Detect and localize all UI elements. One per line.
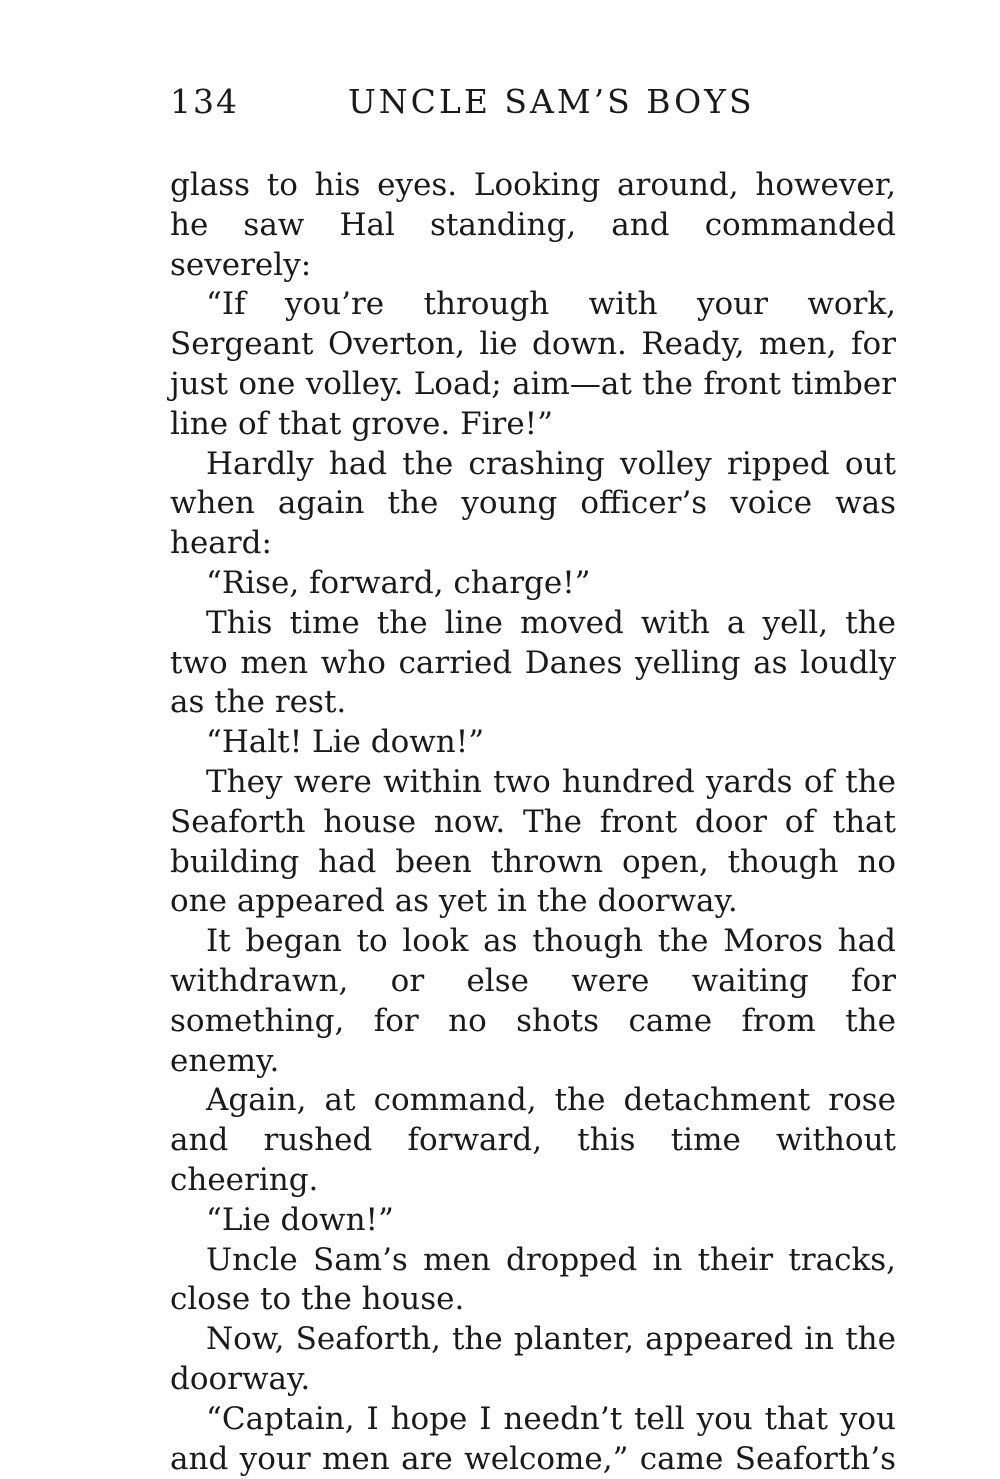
paragraph: “Rise, forward, charge!” [206, 564, 591, 601]
paragraph: Hardly had the crashing volley ripped out when again the young officer’s voice was heard: [170, 445, 896, 562]
page-number: 134 [170, 82, 239, 121]
paragraph: “Captain, I hope I needn’t tell you that you and your men are welcome,” came Seaforth’s [170, 1400, 896, 1477]
paragraph: glass to his eyes. Looking around, however, he saw Hal standing, and commanded severely: [170, 167, 896, 283]
paragraph: “Lie down!” [206, 1201, 394, 1238]
body-text [170, 166, 896, 1479]
paragraph: “If you’re through with your work, Sergeant Overton, lie down. Ready, men, for just one volley. Load; aim—at the front timber line of that grove. Fire!” [170, 286, 896, 442]
paragraph: It began to look as though the Moros had withdrawn, or else were waiting for something, for no shots came from the enemy. [170, 923, 896, 1079]
running-head [170, 82, 900, 126]
paragraph: “Halt! Lie down!” [206, 724, 485, 761]
paragraph: Now, Seaforth, the planter, appeared in the doorway. [170, 1321, 896, 1397]
paragraph: They were within two hundred yards of the Seaforth house now. The front door of that building had been thrown open, though no one appeared as yet in the doorway. [170, 763, 896, 920]
paragraph: Uncle Sam’s men dropped in their tracks, close to the house. [170, 1241, 896, 1318]
paragraph: This time the line moved with a yell, the two men who carried Danes yelling as loudly as the rest. [170, 604, 896, 721]
paragraph: Again, at command, the detachment rose and rushed forward, this time without cheering. [170, 1082, 896, 1198]
book-title: UNCLE SAM’S BOYS [348, 82, 755, 121]
